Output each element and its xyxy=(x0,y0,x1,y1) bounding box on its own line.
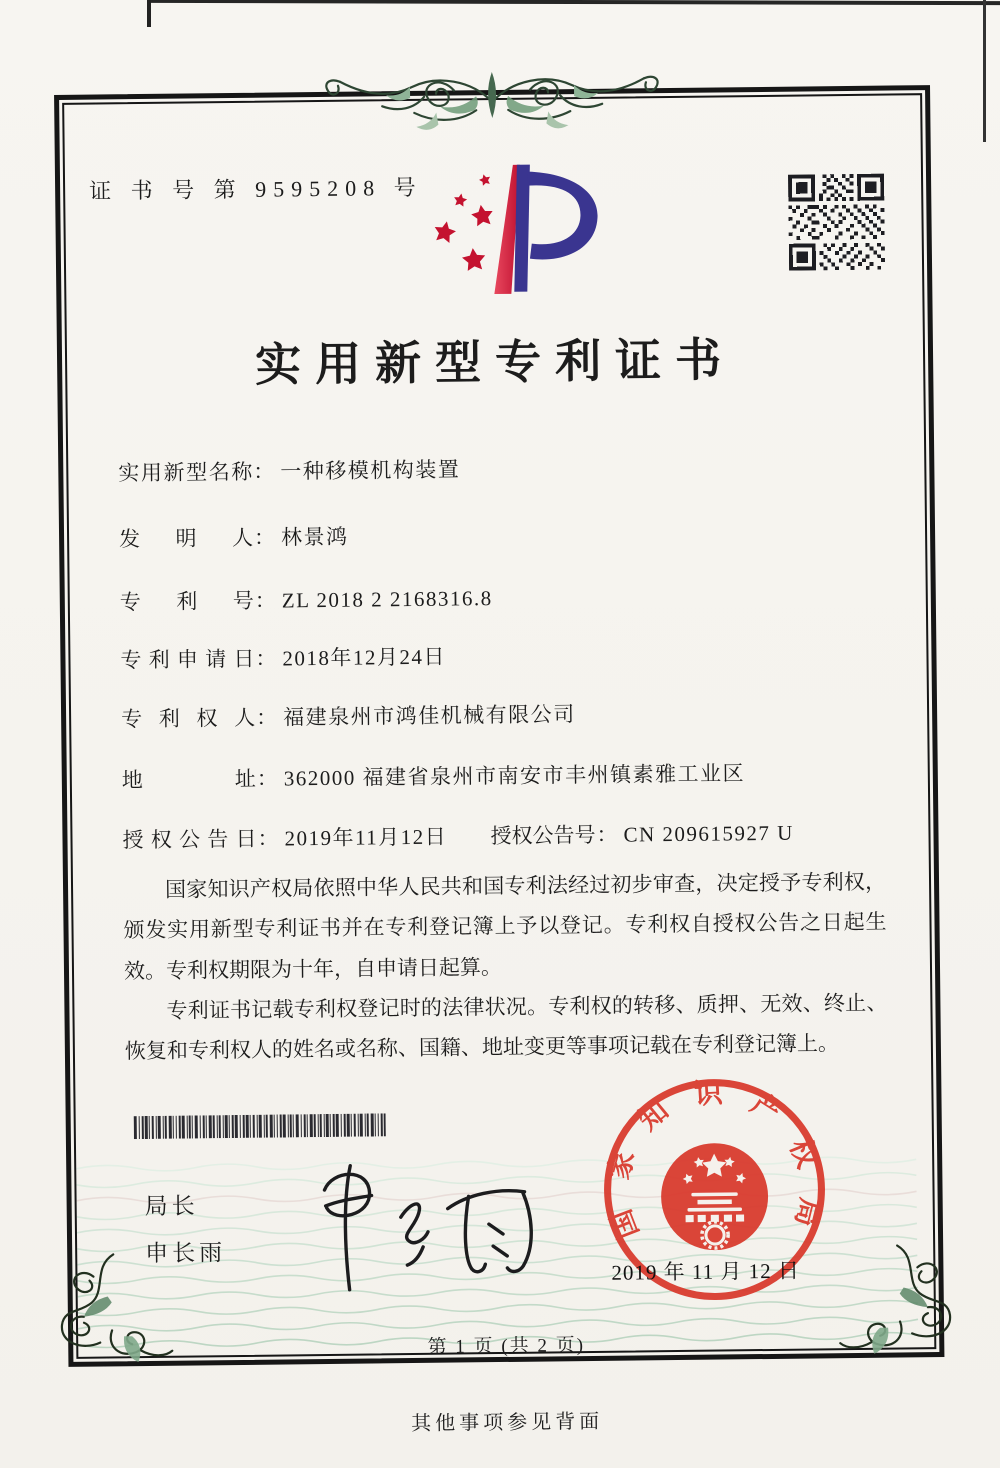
back-note: 其他事项参见背面 xyxy=(411,1410,604,1436)
field-colon: ： xyxy=(255,705,278,730)
page-number: 第 1 页 (共 2 页) xyxy=(427,1335,586,1358)
field-row-name xyxy=(118,453,460,487)
cnipa-logo-icon xyxy=(413,161,605,315)
field-label: 实用新型名称 xyxy=(118,459,253,486)
field-colon: ： xyxy=(596,822,618,847)
field-value: 一种移模机构装置 xyxy=(280,457,461,484)
director-name: 申长雨 xyxy=(145,1240,227,1267)
scan-artifact-right-line xyxy=(983,0,986,142)
field-value: 2019年11月12日 xyxy=(284,824,448,851)
certificate-title: 实用新型专利证书 xyxy=(254,334,736,391)
legal-paragraph-2: 专利证书记载专利权登记时的法律状况。专利权的转移、质押、无效、终止、恢复和专利权人的姓名或名称、国籍、地址变更等事项记载在专利登记簿上。 xyxy=(124,990,888,1064)
field-row-filing-date xyxy=(120,641,446,675)
field-colon: ： xyxy=(256,766,278,791)
field-label: 专利号 xyxy=(119,588,254,615)
field-row-inventor xyxy=(119,521,349,554)
field-value: ZL 2018 2 2168316.8 xyxy=(281,586,493,613)
certificate-number: 证 书 号 第 9595208 号 xyxy=(89,174,423,204)
field-colon: ： xyxy=(253,525,276,550)
legal-paragraph-1: 国家知识产权局依照中华人民共和国专利法经过初步审查，决定授予专利权，颁发实用新型专利证书并在专利登记簿上予以登记。专利权自授权公告之日起生效。专利权期限为十年，自申请日起算。 xyxy=(123,869,887,983)
seal-text: 国家知识产权局 xyxy=(603,1078,826,1243)
field-row-grant xyxy=(122,820,794,855)
field-value: CN 209615927 U xyxy=(623,820,794,847)
barcode xyxy=(134,1113,386,1139)
field-label: 专利申请日 xyxy=(120,646,255,673)
signature xyxy=(272,1146,544,1299)
field-colon: ： xyxy=(255,646,277,671)
field-value: 福建泉州市鸿佳机械有限公司 xyxy=(282,702,576,730)
director-title: 局长 xyxy=(144,1193,199,1220)
qr-code xyxy=(788,174,885,271)
seal-date: 2019 年 11 月 12 日 xyxy=(611,1258,801,1285)
field-colon: ： xyxy=(253,459,275,484)
corner-ornament-left xyxy=(53,1246,174,1377)
field-label: 授权公告号 xyxy=(490,822,596,849)
field-label: 授权公告日 xyxy=(122,826,257,853)
field-label: 地址 xyxy=(121,766,256,793)
field-colon: ： xyxy=(254,588,276,613)
grant-number-group xyxy=(490,817,794,850)
field-colon: ： xyxy=(257,826,279,851)
field-value: 2018年12月24日 xyxy=(282,644,447,671)
field-row-patent-no xyxy=(120,582,493,616)
legal-text xyxy=(123,862,888,1072)
field-label: 专利权人 xyxy=(121,705,256,732)
field-value: 362000 福建省泉州市南安市丰州镇素雅工业区 xyxy=(283,761,746,791)
field-value: 林景鸿 xyxy=(280,524,349,550)
field-row-patentee xyxy=(121,698,576,733)
ornament-center-leaf xyxy=(488,72,497,118)
field-label: 发明人 xyxy=(118,525,254,552)
scan-artifact-left-tick xyxy=(147,0,151,27)
top-ornament xyxy=(322,48,663,156)
